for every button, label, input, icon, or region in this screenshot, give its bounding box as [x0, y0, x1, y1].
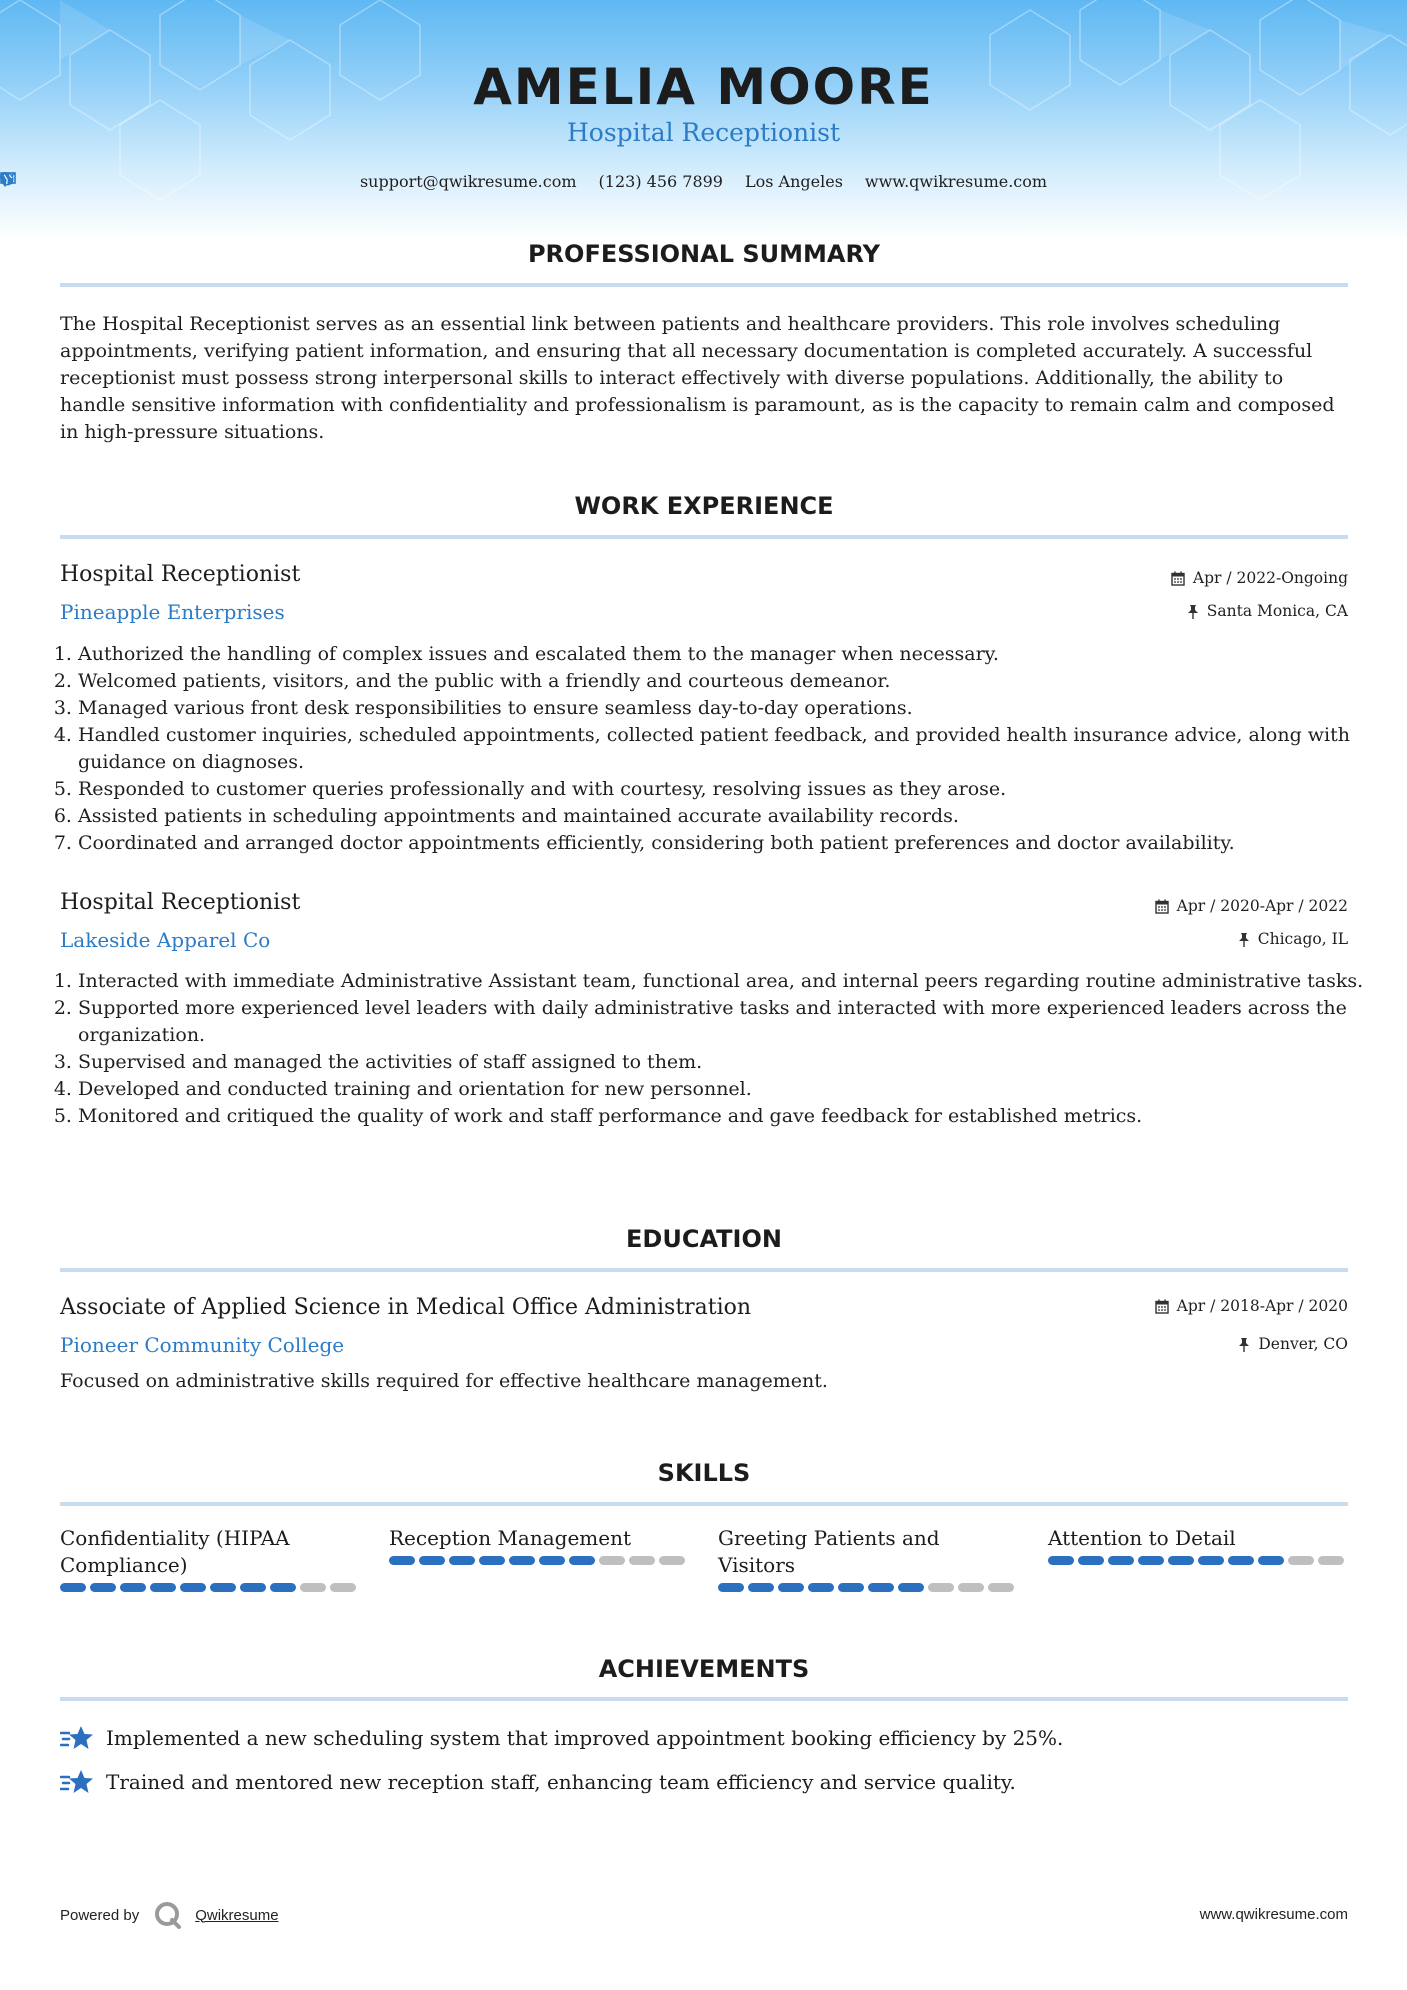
location-text: Los Angeles [744, 172, 843, 191]
dates-text: Apr / 2022-Ongoing [1192, 569, 1348, 587]
skill-segment-filled [539, 1556, 565, 1565]
skill-segment-filled [748, 1583, 774, 1592]
list-item: 1. Authorized the handling of complex issues and escalated them to the manager when necessary. [78, 641, 1368, 668]
skill-segment-filled [569, 1556, 595, 1565]
location-text: Chicago, IL [1257, 930, 1348, 948]
list-item: 7. Coordinated and arranged doctor appointments efficiently, considering both patient preferences and doctor availability. [78, 830, 1368, 857]
summary-divider [60, 283, 1348, 287]
skill-segment-filled [180, 1583, 206, 1592]
skill-segment-filled [389, 1556, 415, 1565]
skill-segment-empty [958, 1583, 984, 1592]
skill-name: Attention to Detail [1048, 1526, 1236, 1550]
achievement-item [60, 1769, 1016, 1795]
list-item: 1. Interacted with immediate Administrative Assistant team, functional area, and internal peers regarding routine administrative tasks. [78, 968, 1368, 995]
calendar-icon [1155, 899, 1169, 914]
contact-bar [0, 172, 1407, 191]
skill-segment-filled [240, 1583, 266, 1592]
skill-segment-filled [1198, 1556, 1224, 1565]
company-name: Pineapple Enterprises [60, 600, 285, 624]
list-item: 3. Managed various front desk responsibilities to ensure seamless day-to-day operations. [78, 695, 1368, 722]
skill-level-bar [718, 1583, 1018, 1592]
location-text: Santa Monica, CA [1206, 602, 1348, 620]
globe-icon [0, 172, 14, 186]
skill-segment-filled [1258, 1556, 1284, 1565]
skill-segment-empty [1288, 1556, 1314, 1565]
star-icon [60, 1725, 94, 1751]
list-item: 5. Monitored and critiqued the quality of work and staff performance and gave feedback for established metrics. [78, 1103, 1368, 1130]
pin-icon [1238, 1337, 1250, 1352]
skill-segment-filled [1078, 1556, 1104, 1565]
location-text: Denver, CO [1258, 1335, 1348, 1353]
header-banner [0, 0, 1407, 240]
skill-segment-filled [1228, 1556, 1254, 1565]
list-item: 4. Handled customer inquiries, scheduled appointments, collected patient feedback, and provided health insurance advice, along with guidance on diagnoses. [78, 722, 1368, 776]
footer-url[interactable]: www.qwikresume.com [1199, 1906, 1348, 1923]
skill-name: Greeting Patients and Visitors [718, 1526, 940, 1577]
contact-phone[interactable] [599, 172, 723, 191]
job-title: Hospital Receptionist [60, 890, 301, 915]
job-location [1238, 930, 1348, 948]
phone-text: (123) 456 7899 [598, 172, 723, 191]
education-divider [60, 1268, 1348, 1272]
skill-segment-filled [868, 1583, 894, 1592]
skill-item [718, 1525, 1018, 1592]
achievement-text: Implemented a new scheduling system that improved appointment booking efficiency by 25%. [106, 1726, 1064, 1750]
education-description: Focused on administrative skills required for effective healthcare management. [60, 1370, 828, 1392]
website-text: www.qwikresume.com [864, 172, 1048, 191]
skill-item [1048, 1525, 1348, 1565]
powered-by-label: Powered by [60, 1906, 140, 1924]
skill-item [389, 1525, 689, 1565]
job-title: Hospital Receptionist [60, 562, 301, 587]
skills-heading: SKILLS [657, 1459, 751, 1487]
skill-segment-filled [509, 1556, 535, 1565]
skill-level-bar [60, 1583, 360, 1592]
qwikresume-logo-icon [153, 1900, 183, 1930]
skill-segment-filled [270, 1583, 296, 1592]
list-item: 2. Supported more experienced level leaders with daily administrative tasks and interacted with more experienced leaders across the organization. [78, 995, 1368, 1049]
pin-icon [1187, 604, 1199, 619]
education-heading: EDUCATION [626, 1225, 782, 1253]
skill-item [60, 1525, 360, 1592]
skill-segment-empty [599, 1556, 625, 1565]
dates-text: Apr / 2020-Apr / 2022 [1176, 897, 1348, 915]
skill-name: Reception Management [389, 1526, 632, 1550]
skill-segment-empty [1318, 1556, 1344, 1565]
skill-segment-filled [60, 1583, 86, 1592]
skill-segment-empty [928, 1583, 954, 1592]
education-dates [1155, 1297, 1348, 1315]
skill-segment-filled [898, 1583, 924, 1592]
skill-segment-empty [330, 1583, 356, 1592]
experience-heading: WORK EXPERIENCE [574, 492, 834, 520]
pin-icon [1238, 932, 1250, 947]
job-bullets [60, 641, 1368, 857]
summary-heading: PROFESSIONAL SUMMARY [527, 240, 881, 268]
skill-segment-filled [1168, 1556, 1194, 1565]
achievement-text: Trained and mentored new reception staff, enhancing team efficiency and service quality. [106, 1770, 1016, 1794]
job-dates [1155, 897, 1348, 915]
list-item: 6. Assisted patients in scheduling appointments and maintained accurate availability records. [78, 803, 1368, 830]
summary-text: The Hospital Receptionist serves as an essential link between patients and healthcare providers. This role involves scheduling appointments, verifying patient information, and ensuring that all necessary documentation is completed accurately. A successful receptionist must possess strong interpersonal skills to interact effectively with diverse populations. Additionally, the ability to handle sensitive information with confidentiality and professionalism is paramount, as is the capacity to remain calm and composed in high-pressure situations. [60, 313, 1335, 443]
skill-segment-filled [808, 1583, 834, 1592]
calendar-icon [1155, 1299, 1169, 1314]
list-item: 3. Supervised and managed the activities of staff assigned to them. [78, 1049, 1368, 1076]
skill-segment-empty [988, 1583, 1014, 1592]
skill-segment-filled [210, 1583, 236, 1592]
contact-location [745, 172, 843, 191]
job-dates [1171, 569, 1348, 587]
school-name: Pioneer Community College [60, 1333, 345, 1357]
contact-website[interactable] [865, 172, 1047, 191]
achievements-divider [60, 1697, 1348, 1701]
degree-title: Associate of Applied Science in Medical Office Administration [60, 1295, 752, 1320]
dates-text: Apr / 2018-Apr / 2020 [1176, 1297, 1348, 1315]
list-item: 5. Responded to customer queries professionally and with courtesy, resolving issues as they arose. [78, 776, 1368, 803]
job-location [1187, 602, 1348, 620]
skill-segment-filled [419, 1556, 445, 1565]
achievement-item [60, 1725, 1063, 1751]
skill-level-bar [389, 1556, 689, 1565]
skill-segment-empty [300, 1583, 326, 1592]
skill-segment-filled [449, 1556, 475, 1565]
brand-link[interactable]: Qwikresume [195, 1906, 279, 1924]
calendar-icon [1171, 571, 1185, 586]
contact-email[interactable] [360, 172, 577, 191]
education-location [1238, 1335, 1348, 1353]
company-name: Lakeside Apparel Co [60, 928, 271, 952]
achievements-heading: ACHIEVEMENTS [598, 1655, 810, 1683]
skill-segment-empty [659, 1556, 685, 1565]
star-icon [60, 1769, 94, 1795]
candidate-name: AMELIA MOORE [473, 58, 934, 116]
candidate-role: Hospital Receptionist [566, 118, 841, 147]
skill-segment-filled [90, 1583, 116, 1592]
skill-segment-filled [778, 1583, 804, 1592]
skill-segment-empty [629, 1556, 655, 1565]
experience-divider [60, 535, 1348, 539]
footer-powered-by [60, 1900, 279, 1930]
list-item: 4. Developed and conducted training and orientation for new personnel. [78, 1076, 1368, 1103]
skill-segment-filled [479, 1556, 505, 1565]
skill-segment-filled [1138, 1556, 1164, 1565]
skill-segment-filled [1048, 1556, 1074, 1565]
skill-name: Confidentiality (HIPAA Compliance) [60, 1526, 290, 1577]
job-bullets [60, 968, 1368, 1130]
skill-segment-filled [150, 1583, 176, 1592]
skill-segment-filled [718, 1583, 744, 1592]
skills-divider [60, 1502, 1348, 1506]
email-text: support@qwikresume.com [359, 172, 577, 191]
skill-level-bar [1048, 1556, 1348, 1565]
skill-segment-filled [120, 1583, 146, 1592]
list-item: 2. Welcomed patients, visitors, and the public with a friendly and courteous demeanor. [78, 668, 1368, 695]
skill-segment-filled [838, 1583, 864, 1592]
skill-segment-filled [1108, 1556, 1134, 1565]
